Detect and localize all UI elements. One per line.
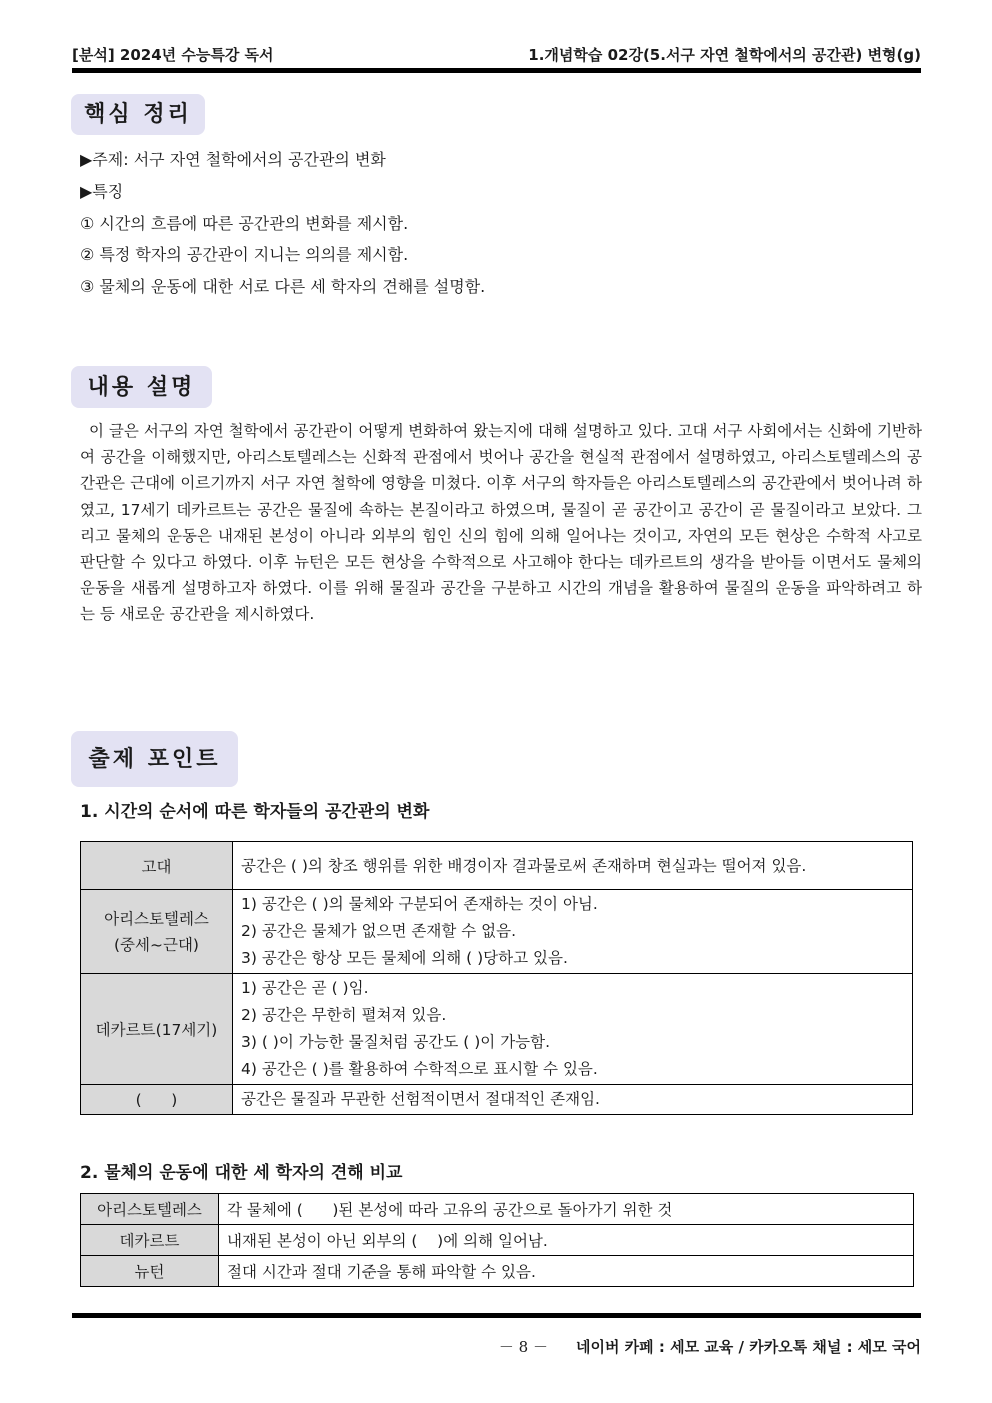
table-row	[81, 1256, 914, 1287]
page-number: － 8 －	[498, 1338, 548, 1356]
cell-line: 3) ( )이 가능한 물질처럼 공간도 ( )이 가능함.	[241, 1033, 551, 1051]
page-header	[72, 40, 921, 68]
cell-line: 2) 공간은 무한히 펼쳐져 있음.	[241, 1006, 447, 1024]
subheading-2: 2. 물체의 운동에 대한 세 학자의 견해 비교	[80, 1163, 403, 1183]
table-row	[81, 1225, 914, 1256]
page-footer	[499, 1336, 921, 1357]
summary-line: ① 시간의 흐름에 따른 공간관의 변화를 제시함.	[80, 214, 409, 233]
header-left: [분석] 2024년 수능특강 독서	[72, 46, 274, 64]
table-row	[81, 1085, 913, 1115]
cell-line: 4) 공간은 ( )를 활용하여 수학적으로 표시할 수 있음.	[241, 1060, 598, 1078]
content-title: 내용 설명	[71, 366, 212, 408]
row-content: 절대 시간과 절대 기준을 통해 파악할 수 있음.	[219, 1256, 914, 1287]
table-row	[81, 974, 913, 1085]
row-content: 각 물체에 ( )된 본성에 따라 고유의 공간으로 돌아가기 위한 것	[219, 1194, 914, 1225]
header-rule	[72, 68, 921, 73]
motion-views-table	[80, 1193, 914, 1287]
table-row	[81, 1194, 914, 1225]
row-content	[233, 974, 913, 1085]
cell-line: 공간은 ( )의 창조 행위를 위한 배경이자 결과물로써 존재하며 현실과는 떨어져 있음.	[241, 856, 807, 875]
row-label: 데카르트(17세기)	[81, 974, 233, 1085]
summary-title: 핵심 정리	[71, 94, 205, 135]
row-label: 데카르트	[81, 1225, 219, 1256]
row-content	[233, 842, 913, 890]
cell-line: 1) 공간은 곧 ( )임.	[241, 979, 369, 997]
row-label: 뉴턴	[81, 1256, 219, 1287]
row-label: ( )	[81, 1085, 233, 1115]
row-label: 고대	[81, 842, 233, 890]
table-row	[81, 890, 913, 974]
summary-line: ③ 물체의 운동에 대한 서로 다른 세 학자의 견해를 설명함.	[80, 277, 486, 296]
row-label: 아리스토텔레스 (중세~근대)	[81, 890, 233, 974]
footer-rule	[72, 1313, 921, 1318]
row-content	[233, 890, 913, 974]
summary-line: ▶주제: 서구 자연 철학에서의 공간관의 변화	[80, 150, 386, 169]
row-content: 내재된 본성이 아닌 외부의 ( )에 의해 일어남.	[219, 1225, 914, 1256]
content-paragraph	[80, 418, 922, 628]
content-text: 이 글은 서구의 자연 철학에서 공간관이 어떻게 변화하여 왔는지에 대해 설명하고 있다. 고대 서구 사회에서는 신화에 기반하여 공간을 이해했지만, 아리스토텔레스는 신화적 관점에서 벗어나 공간을 현실적 관점에서 설명하였고, 아리스토텔레스의 공간관은 근대에 이르기까지 서구 자연 철학에 영향을 미쳤다. 이후 서구의 학자들은 아리스토텔레스의 공간관에서 벗어나려 하였고, 17세기 데카르트는 공간은 물질에 속하는 본질이라고 하였으며, 물질이 곧 공간이고 공간이 곧 물질이라고 보았다. 그리고 물체의 운동은 내재된 본성이 아니라 외부의 힘인 신의 힘에 의해 일어나는 것이고, 자연의 모든 현상은 수학적 사고로 판단할 수 있다고 하였다. 이후 뉴턴은 모든 현상을 수학적으로 사고해야 한다는 데카르트의 생각을 받아들 이면서도 물체의 운동을 새롭게 설명하고자 하였다. 이를 위해 물질과 공간을 구분하고 시간의 개념을 활용하여 물질의 운동을 파악하려고 하는 등 새로운 공간관을 제시하였다.	[80, 422, 922, 624]
summary-line: ② 특정 학자의 공간관이 지니는 의의를 제시함.	[80, 245, 409, 264]
header-right: 1.개념학습 02강(5.서구 자연 철학에서의 공간관) 변형(g)	[528, 46, 921, 64]
summary-line: ▶특징	[80, 182, 124, 201]
scholars-space-table	[80, 841, 913, 1115]
footer-text: 네이버 카페 : 세모 교육 / 카카오톡 채널 : 세모 국어	[575, 1338, 921, 1356]
cell-line: 1) 공간은 ( )의 물체와 구분되어 존재하는 것이 아님.	[241, 895, 598, 913]
row-content	[233, 1085, 913, 1115]
table-row	[81, 842, 913, 890]
subheading-1: 1. 시간의 순서에 따른 학자들의 공간관의 변화	[80, 802, 430, 822]
cell-line: 공간은 물질과 무관한 선험적이면서 절대적인 존재임.	[241, 1090, 600, 1108]
row-label: 아리스토텔레스	[81, 1194, 219, 1225]
cell-line: 2) 공간은 물체가 없으면 존재할 수 없음.	[241, 922, 516, 940]
cell-line: 3) 공간은 항상 모든 물체에 의해 ( )당하고 있음.	[241, 949, 568, 967]
points-title: 출제 포인트	[71, 731, 238, 787]
